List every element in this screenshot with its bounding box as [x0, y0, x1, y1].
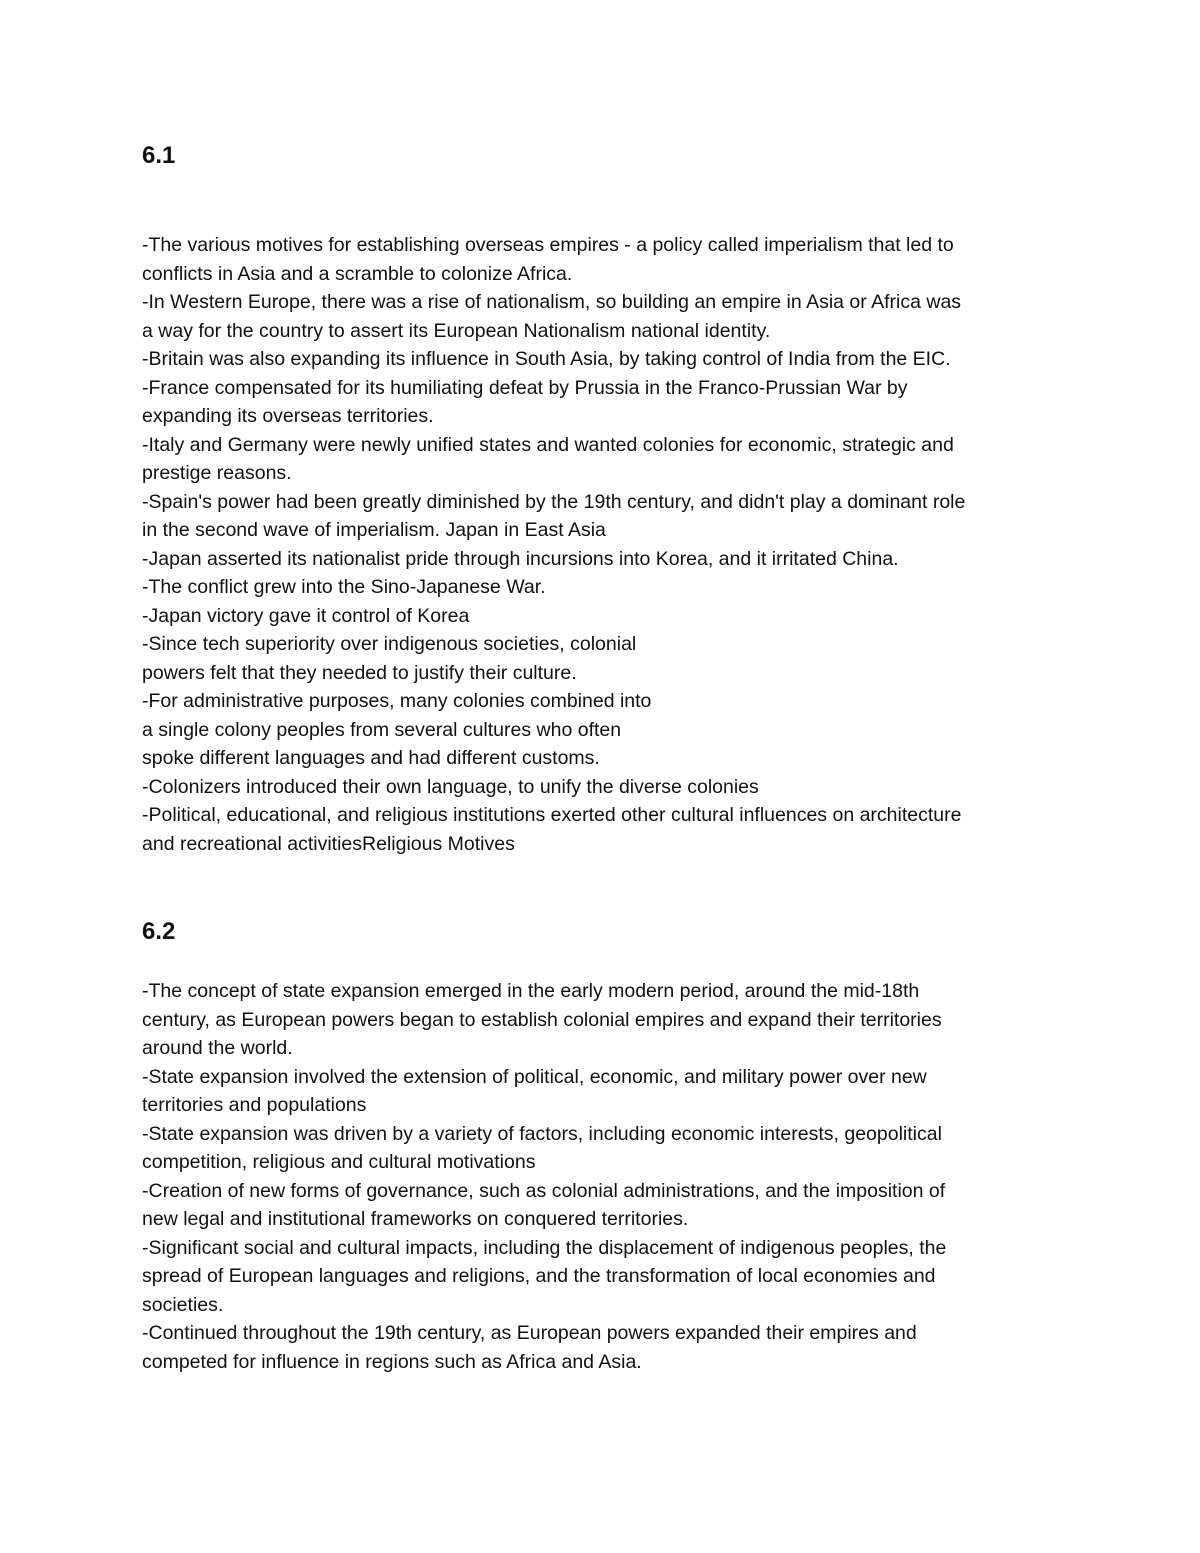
- text-line: a way for the country to assert its European Nationalism national identity.: [142, 319, 771, 342]
- section-body: [142, 231, 1072, 858]
- section-6-2: [142, 914, 1072, 1376]
- text-line: new legal and institutional frameworks on conquered territories.: [142, 1208, 689, 1230]
- text-line: -State expansion involved the extension of political, economic, and military power over new: [142, 1065, 927, 1088]
- section-6-1: [142, 138, 1072, 858]
- text-line: competed for influence in regions such as Africa and Asia.: [142, 1350, 642, 1373]
- text-line: prestige reasons.: [142, 462, 292, 484]
- document-content: [142, 138, 1072, 1376]
- text-line: -Japan asserted its nationalist pride through incursions into Korea, and it irritated China.: [142, 547, 899, 570]
- text-line: -Japan victory gave it control of Korea: [142, 604, 470, 627]
- text-line: -Italy and Germany were newly unified states and wanted colonies for economic, strategic and: [142, 433, 954, 456]
- section-body: [142, 977, 1072, 1376]
- text-line: -Significant social and cultural impacts, including the displacement of indigenous peoples, the: [142, 1236, 947, 1259]
- text-line: conflicts in Asia and a scramble to colonize Africa.: [142, 262, 573, 285]
- text-line: -Creation of new forms of governance, such as colonial administrations, and the imposition of: [142, 1179, 946, 1202]
- text-line: -Colonizers introduced their own language, to unify the diverse colonies: [142, 775, 759, 798]
- text-line: -Britain was also expanding its influence in South Asia, by taking control of India from the EIC.: [142, 348, 951, 370]
- section-heading: 6.2: [142, 918, 176, 945]
- text-line: -In Western Europe, there was a rise of nationalism, so building an empire in Asia or Africa was: [142, 291, 962, 313]
- text-line: -For administrative purposes, many colonies combined into: [142, 690, 652, 712]
- text-line: competition, religious and cultural motivations: [142, 1151, 536, 1173]
- text-line: -The various motives for establishing overseas empires - a policy called imperialism that led to: [142, 234, 954, 256]
- text-line: a single colony peoples from several cultures who often: [142, 718, 622, 741]
- text-line: -Since tech superiority over indigenous societies, colonial: [142, 633, 637, 655]
- text-line: century, as European powers began to establish colonial empires and expand their territories: [142, 1008, 942, 1031]
- text-line: -Continued throughout the 19th century, as European powers expanded their empires and: [142, 1322, 917, 1344]
- text-line: -The concept of state expansion emerged in the early modern period, around the mid-18th: [142, 980, 920, 1002]
- text-line: -State expansion was driven by a variety of factors, including economic interests, geopolitical: [142, 1122, 942, 1145]
- text-line: in the second wave of imperialism. Japan in East Asia: [142, 519, 606, 541]
- text-line: -Spain's power had been greatly diminished by the 19th century, and didn't play a dominant role: [142, 490, 966, 513]
- text-line: societies.: [142, 1293, 224, 1316]
- text-line: expanding its overseas territories.: [142, 405, 434, 427]
- section-heading: 6.1: [142, 142, 176, 169]
- text-line: and recreational activitiesReligious Motives: [142, 832, 515, 855]
- text-line: -Political, educational, and religious institutions exerted other cultural influences on architecture: [142, 804, 962, 826]
- text-line: spread of European languages and religions, and the transformation of local economies and: [142, 1265, 936, 1287]
- text-line: powers felt that they needed to justify their culture.: [142, 661, 577, 684]
- text-line: spoke different languages and had different customs.: [142, 747, 600, 769]
- text-line: -France compensated for its humiliating defeat by Prussia in the Franco-Prussian War by: [142, 376, 908, 399]
- text-line: territories and populations: [142, 1094, 367, 1116]
- text-line: -The conflict grew into the Sino-Japanese War.: [142, 576, 546, 598]
- text-line: around the world.: [142, 1037, 293, 1059]
